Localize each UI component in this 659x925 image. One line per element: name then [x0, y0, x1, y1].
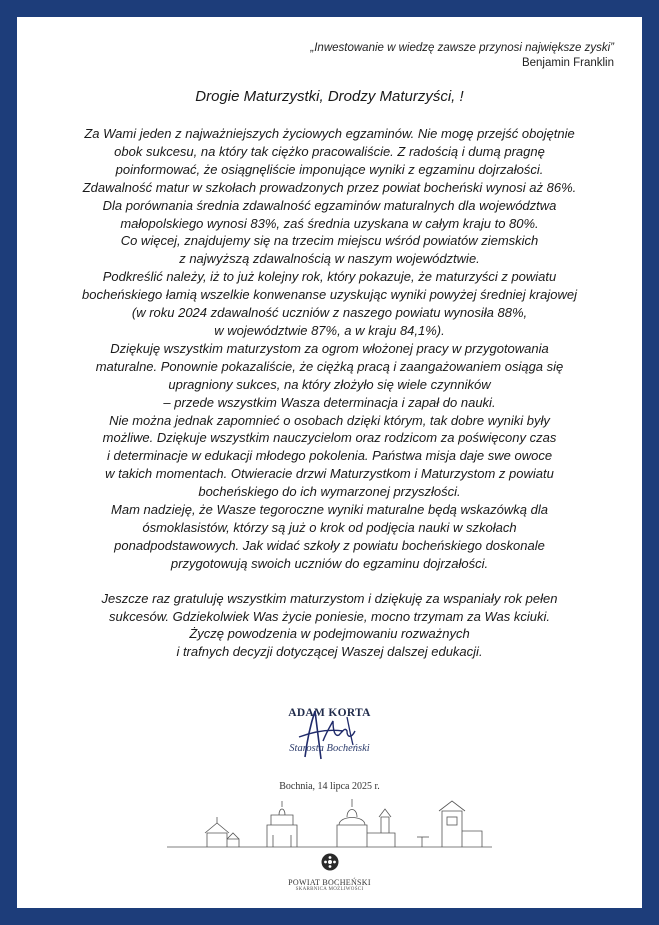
- body-line: maturalne. Ponownie pokazaliście, że ciężką pracą i zaangażowaniem osiąga się: [95, 358, 564, 374]
- body-line: Zdawalność matur w szkołach prowadzonych przez powiat bocheński wynosi aż 86%.: [82, 179, 577, 195]
- body-line: bocheńskiego do ich wymarzonej przyszłości.: [198, 484, 461, 500]
- body-line: upragniony sukces, na który złożyło się wiele czynników: [168, 376, 491, 392]
- body-line: w takich momentach. Otwieracie drzwi Maturzystkom i Maturzystom z powiatu: [105, 466, 554, 482]
- body-line: Dziękuję wszystkim maturzystom za ogrom włożonej pracy w przygotowania: [110, 340, 549, 356]
- logo-subtitle: SKARBNICA MOŻLIWOŚCI: [295, 887, 364, 892]
- body-line: obok sukcesu, na który tak ciężko pracowaliście. Z radością i dumą pragnę: [114, 143, 545, 159]
- letter-greeting: Drogie Maturzystki, Drodzy Maturzyści, !: [195, 88, 464, 105]
- body-line: przygotowują swoich uczniów do egzaminu dojrzałości.: [170, 555, 489, 571]
- closing-line: sukcesów. Gdziekolwiek Was życie poniesie, mocno trzymam za Was kciuki.: [109, 608, 550, 624]
- body-line: w województwie 87%, a w kraju 84,1%).: [214, 322, 445, 338]
- body-line: i determinacje w edukacji młodego pokolenia. Państwa misja daje swe owoce: [106, 448, 553, 464]
- body-line: ósmoklasistów, którzy są już o krok od podjęcia nauki w szkołach: [142, 519, 517, 535]
- county-emblem-icon: [321, 853, 339, 871]
- signatory-name: ADAM KORTA: [288, 707, 371, 719]
- handwritten-signature: [285, 701, 375, 763]
- body-line: Dla porównania średnia zdawalność egzaminów maturalnych dla województwa: [102, 197, 557, 213]
- body-line: małopolskiego wynosi 83%, zaś średnia uzyskana w całym kraju to 80%.: [120, 215, 539, 231]
- town-skyline-illustration: [167, 795, 492, 851]
- body-line: ponadpodstawowych. Jak widać szkoły z powiatu bocheńskiego doskonale: [114, 537, 545, 553]
- closing-line: Jeszcze raz gratuluję wszystkim maturzystom i dziękuję za wspaniały rok pełen: [101, 590, 558, 606]
- body-line: bocheńskiego łamią wszelkie konwenanse uzyskując wyniki powyżej średniej krajowej: [82, 287, 577, 303]
- paragraph-gap: [53, 573, 606, 590]
- date-place: Bochnia, 14 lipca 2025 r.: [279, 781, 380, 792]
- county-logo: [17, 853, 642, 892]
- body-line: (w roku 2024 zdawalność uczniów z naszego powiatu wynosiła 88%,: [131, 305, 528, 321]
- logo-title: POWIAT BOCHEŃSKI: [288, 878, 371, 887]
- body-line: poinformować, że osiągnęliście imponujące wyniki z egzaminu dojrzałości.: [115, 161, 544, 177]
- body-line: możliwe. Dziękuje wszystkim nauczycielom oraz rodzicom za poświęcony czas: [102, 430, 557, 446]
- body-line: z najwyższą zdawalnością w naszym województwie.: [179, 251, 480, 267]
- epigraph-quote: „Inwestowanie w wiedzę zawsze przynosi największe zyski”: [310, 42, 614, 54]
- body-line: Nie można jednak zapomnieć o osobach dzięki którym, tak dobre wyniki były: [109, 412, 550, 428]
- epigraph: [310, 41, 614, 71]
- epigraph-author: Benjamin Franklin: [521, 57, 614, 69]
- body-line: – przede wszystkim Wasza determinacja i zapał do nauki.: [163, 394, 496, 410]
- letter-body: [53, 125, 606, 661]
- signatory-role: Starosta Bocheński: [289, 743, 370, 754]
- body-line: Co więcej, znajdujemy się na trzecim miejscu wśród powiatów ziemskich: [120, 233, 539, 249]
- body-line: Podkreślić należy, iż to już kolejny rok, który pokazuje, że maturzyści z powiatu: [102, 269, 557, 285]
- closing-line: Życzę powodzenia w podejmowaniu rozważnych: [189, 626, 470, 642]
- closing-line: i trafnych decyzji dotyczącej Waszej dalszej edukacji.: [176, 644, 483, 660]
- body-line: Za Wami jeden z najważniejszych życiowych egzaminów. Nie mogę przejść obojętnie: [84, 126, 575, 141]
- letter-page: [17, 17, 642, 908]
- body-line: Mam nadzieję, że Wasze tegoroczne wyniki maturalne będą wskazówką dla: [111, 502, 548, 518]
